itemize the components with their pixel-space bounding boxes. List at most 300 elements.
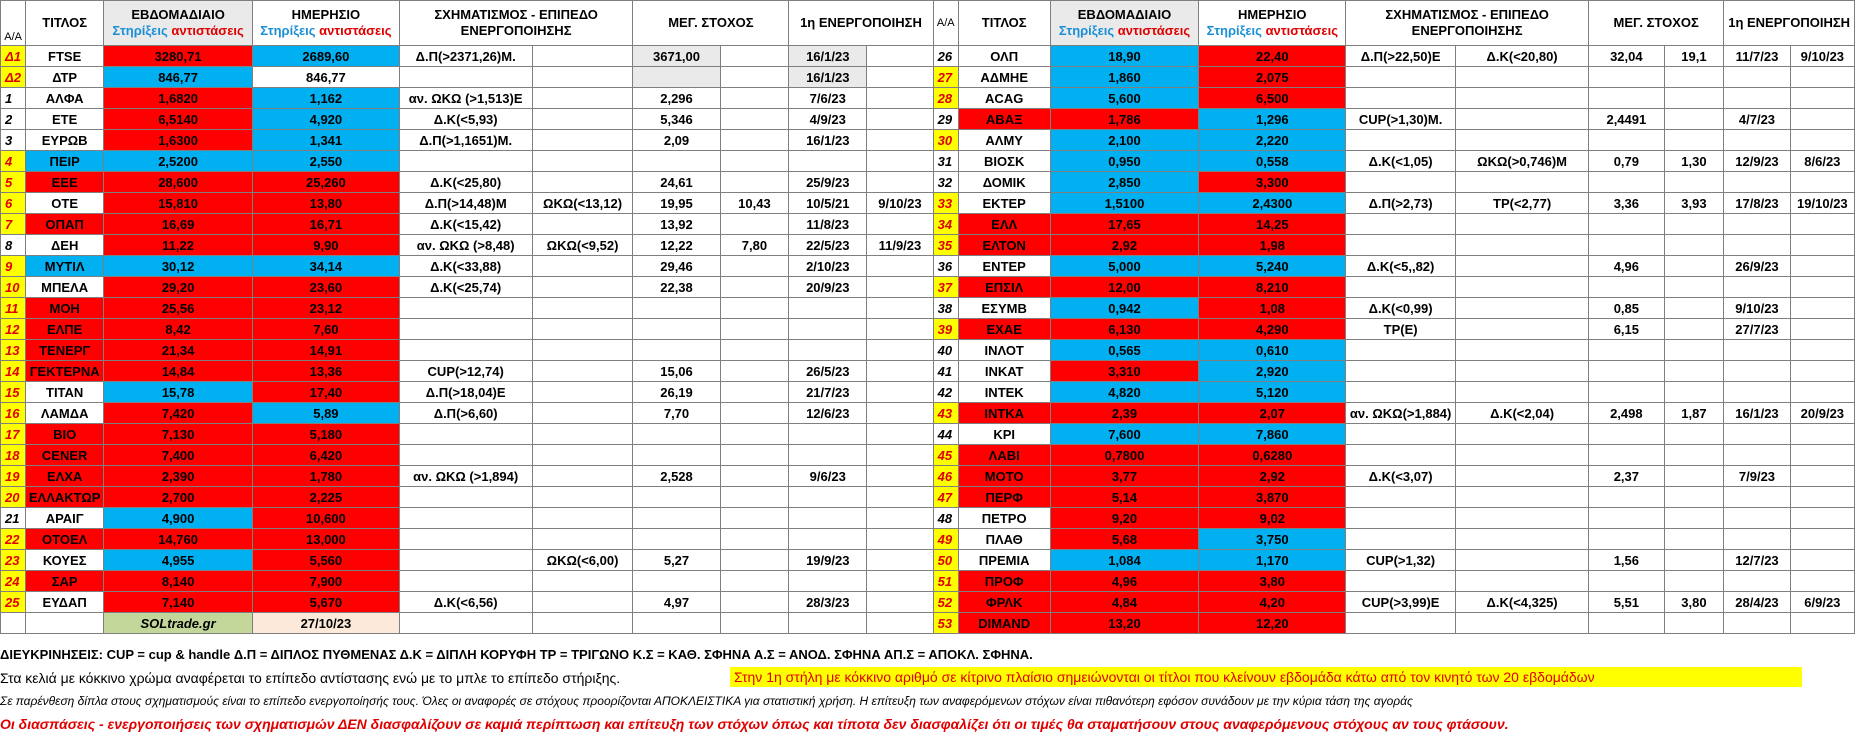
row-number: 4 [1, 151, 26, 172]
pattern-primary: ΤΡ(Ε) [1346, 319, 1456, 340]
activation-primary [1724, 529, 1790, 550]
pattern-secondary [1456, 109, 1589, 130]
row-number: 43 [933, 403, 958, 424]
row-number: 52 [933, 592, 958, 613]
row-number: 5 [1, 172, 26, 193]
activation-primary [789, 487, 867, 508]
pattern-secondary [1456, 445, 1589, 466]
target-secondary [1664, 445, 1724, 466]
target-primary: 29,46 [633, 256, 720, 277]
pattern-primary [1346, 487, 1456, 508]
header-daily-label: ΗΜΕΡΗΣΙΟ [1238, 7, 1307, 22]
pattern-secondary: ΩΚΩ(>0,746)Μ [1456, 151, 1589, 172]
table-row [1, 88, 1855, 109]
target-primary: 4,96 [1589, 256, 1665, 277]
row-number: 45 [933, 445, 958, 466]
daily-level: 13,80 [253, 193, 400, 214]
pattern-primary: Δ.Π(>14,48)Μ [399, 193, 532, 214]
row-number: Δ1 [1, 46, 26, 67]
target-secondary [720, 172, 789, 193]
pattern-secondary [532, 67, 633, 88]
activation-secondary [1790, 235, 1854, 256]
activation-primary: 21/7/23 [789, 382, 867, 403]
weekly-level: 846,77 [104, 67, 253, 88]
daily-level: 5,560 [253, 550, 400, 571]
activation-secondary [867, 214, 933, 235]
target-primary: 12,22 [633, 235, 720, 256]
header-weekly [1050, 1, 1199, 46]
target-primary: 0,85 [1589, 298, 1665, 319]
pattern-secondary [1456, 67, 1589, 88]
ticker-name: ΟΠΑΠ [26, 214, 104, 235]
target-secondary [720, 382, 789, 403]
activation-secondary [867, 256, 933, 277]
weekly-level: 7,600 [1050, 424, 1199, 445]
daily-level: 4,20 [1199, 592, 1346, 613]
target-primary [1589, 277, 1665, 298]
target-primary [1589, 613, 1665, 634]
empty-cell [720, 613, 789, 634]
target-primary [633, 424, 720, 445]
pattern-secondary [532, 151, 633, 172]
target-primary: 2,498 [1589, 403, 1665, 424]
table-row [1, 109, 1855, 130]
target-primary [1589, 424, 1665, 445]
target-primary [1589, 88, 1665, 109]
ticker-name: ΤΕΝΕΡΓ [26, 340, 104, 361]
pattern-primary: Δ.Κ(<1,05) [1346, 151, 1456, 172]
pattern-primary: Δ.Π(>2371,26)Μ. [399, 46, 532, 67]
target-secondary [720, 340, 789, 361]
target-primary: 2,296 [633, 88, 720, 109]
daily-level: 13,000 [253, 529, 400, 550]
activation-primary: 16/1/23 [789, 67, 867, 88]
activation-primary: 22/5/23 [789, 235, 867, 256]
table-row [1, 361, 1855, 382]
pattern-secondary [1456, 487, 1589, 508]
weekly-level: 4,820 [1050, 382, 1199, 403]
ticker-name: ΠΡΕΜΙΑ [958, 550, 1050, 571]
target-primary: 5,51 [1589, 592, 1665, 613]
pattern-primary [399, 298, 532, 319]
activation-secondary [867, 403, 933, 424]
table-row [1, 67, 1855, 88]
daily-level: 846,77 [253, 67, 400, 88]
row-number: Δ2 [1, 67, 26, 88]
target-primary [1589, 67, 1665, 88]
header-weekly-sub [1053, 23, 1197, 39]
daily-level: 2,075 [1199, 67, 1346, 88]
activation-secondary: 8/6/23 [1790, 151, 1854, 172]
ticker-name: ΕΛΧΑ [26, 466, 104, 487]
target-secondary [720, 67, 789, 88]
weekly-level: 7,400 [104, 445, 253, 466]
ticker-name: ΒΙΟΣΚ [958, 151, 1050, 172]
row-number: 13 [1, 340, 26, 361]
table-row [1, 193, 1855, 214]
pattern-secondary [532, 361, 633, 382]
pattern-secondary [532, 340, 633, 361]
activation-primary: 17/8/23 [1724, 193, 1790, 214]
pattern-secondary [532, 88, 633, 109]
activation-secondary [867, 172, 933, 193]
pattern-primary: Δ.Π(>2,73) [1346, 193, 1456, 214]
target-primary [633, 529, 720, 550]
row-number: 3 [1, 130, 26, 151]
pattern-primary [1346, 130, 1456, 151]
weekly-level: 2,39 [1050, 403, 1199, 424]
activation-secondary [1790, 319, 1854, 340]
daily-level: 7,900 [253, 571, 400, 592]
pattern-secondary [1456, 235, 1589, 256]
pattern-secondary [532, 214, 633, 235]
header-weekly-label: ΕΒΔΟΜΑΔΙΑΙΟ [131, 7, 225, 22]
activation-primary [789, 298, 867, 319]
supports-label: Στηρίξεις [260, 23, 316, 38]
pattern-secondary [1456, 382, 1589, 403]
target-primary: 2,09 [633, 130, 720, 151]
pattern-secondary [1456, 256, 1589, 277]
weekly-level: 2,390 [104, 466, 253, 487]
target-primary [1589, 382, 1665, 403]
target-secondary [1664, 382, 1724, 403]
header-daily-sub [1201, 23, 1343, 39]
activation-secondary [867, 529, 933, 550]
activation-secondary [867, 424, 933, 445]
pattern-primary [1346, 340, 1456, 361]
activation-secondary [867, 445, 933, 466]
activation-primary: 7/9/23 [1724, 466, 1790, 487]
activation-primary [1724, 613, 1790, 634]
header-daily-label: ΗΜΕΡΗΣΙΟ [291, 7, 361, 22]
table-row [1, 256, 1855, 277]
supports-label: Στηρίξεις [1206, 23, 1262, 38]
target-primary [633, 340, 720, 361]
daily-level: 1,780 [253, 466, 400, 487]
ticker-name: ΜΥΤΙΛ [26, 256, 104, 277]
row-number: 1 [1, 88, 26, 109]
activation-primary [789, 151, 867, 172]
target-primary [1589, 445, 1665, 466]
weekly-level: 1,860 [1050, 67, 1199, 88]
target-secondary [1664, 235, 1724, 256]
activation-secondary: 11/9/23 [867, 235, 933, 256]
row-number: 19 [1, 466, 26, 487]
row-number: 29 [933, 109, 958, 130]
pattern-primary: Δ.Κ(<0,99) [1346, 298, 1456, 319]
target-secondary [1664, 613, 1724, 634]
target-primary: 3,36 [1589, 193, 1665, 214]
pattern-primary [399, 67, 532, 88]
pattern-secondary [532, 319, 633, 340]
resistances-label: αντιστάσεις [171, 23, 244, 38]
activation-secondary [1790, 424, 1854, 445]
pattern-secondary: ΩΚΩ(<9,52) [532, 235, 633, 256]
pattern-primary [399, 487, 532, 508]
activation-secondary [1790, 298, 1854, 319]
weekly-level: 0,565 [1050, 340, 1199, 361]
weekly-level: 13,20 [1050, 613, 1199, 634]
weekly-level: 2,700 [104, 487, 253, 508]
empty-cell [1, 613, 26, 634]
pattern-secondary [1456, 613, 1589, 634]
pattern-primary: Δ.Π(>22,50)Ε [1346, 46, 1456, 67]
pattern-primary: Δ.Π(>6,60) [399, 403, 532, 424]
activation-secondary [867, 571, 933, 592]
activation-primary [1724, 487, 1790, 508]
pattern-secondary [532, 109, 633, 130]
weekly-level: 6,5140 [104, 109, 253, 130]
daily-level: 7,860 [1199, 424, 1346, 445]
pattern-secondary [1456, 172, 1589, 193]
ticker-name: ΜΟΤΟ [958, 466, 1050, 487]
activation-secondary [867, 382, 933, 403]
daily-level: 2,92 [1199, 466, 1346, 487]
target-primary [633, 298, 720, 319]
target-secondary [720, 592, 789, 613]
target-primary [1589, 571, 1665, 592]
pattern-secondary [532, 382, 633, 403]
pattern-primary: CUP(>12,74) [399, 361, 532, 382]
activation-primary [1724, 214, 1790, 235]
daily-level: 14,91 [253, 340, 400, 361]
ticker-name: ΙΝΚΑΤ [958, 361, 1050, 382]
daily-level: 2,220 [1199, 130, 1346, 151]
activation-secondary [1790, 340, 1854, 361]
activation-secondary [1790, 109, 1854, 130]
table-row [1, 403, 1855, 424]
daily-level: 1,162 [253, 88, 400, 109]
activation-secondary [867, 151, 933, 172]
activation-secondary [867, 508, 933, 529]
daily-level: 3,750 [1199, 529, 1346, 550]
activation-secondary [1790, 277, 1854, 298]
target-primary: 5,346 [633, 109, 720, 130]
pattern-secondary [532, 445, 633, 466]
pattern-primary [1346, 508, 1456, 529]
target-primary: 3671,00 [633, 46, 720, 67]
pattern-primary: αν. ΩΚΩ (>8,48) [399, 235, 532, 256]
daily-level: 0,6280 [1199, 445, 1346, 466]
pattern-primary [399, 340, 532, 361]
daily-level: 3,870 [1199, 487, 1346, 508]
pattern-primary [1346, 529, 1456, 550]
table-row [1, 298, 1855, 319]
weekly-level: 5,68 [1050, 529, 1199, 550]
target-primary: 19,95 [633, 193, 720, 214]
target-primary: 22,38 [633, 277, 720, 298]
pattern-secondary [1456, 214, 1589, 235]
target-secondary [720, 487, 789, 508]
ticker-name: ACAG [958, 88, 1050, 109]
target-secondary [1664, 88, 1724, 109]
daily-level: 4,290 [1199, 319, 1346, 340]
target-secondary [720, 571, 789, 592]
target-secondary: 3,93 [1664, 193, 1724, 214]
pattern-primary: Δ.Κ(<33,88) [399, 256, 532, 277]
activation-primary: 16/1/23 [1724, 403, 1790, 424]
activation-primary [1724, 382, 1790, 403]
supports-label: Στηρίξεις [1058, 23, 1115, 38]
ticker-name: ΑΒΑΞ [958, 109, 1050, 130]
activation-primary: 20/9/23 [789, 277, 867, 298]
row-number: 22 [1, 529, 26, 550]
table-row [1, 340, 1855, 361]
pattern-secondary [532, 466, 633, 487]
pattern-primary [399, 550, 532, 571]
row-number: 41 [933, 361, 958, 382]
activation-secondary [1790, 445, 1854, 466]
row-number: 30 [933, 130, 958, 151]
resistances-label: αντιστάσεις [319, 23, 392, 38]
activation-primary [789, 529, 867, 550]
header-weekly [104, 1, 253, 46]
target-secondary [720, 361, 789, 382]
ticker-name: ΔΟΜΙΚ [958, 172, 1050, 193]
pattern-primary [399, 151, 532, 172]
daily-level: 1,98 [1199, 235, 1346, 256]
pattern-secondary [532, 529, 633, 550]
weekly-level: 28,600 [104, 172, 253, 193]
table-body [1, 1, 1855, 634]
target-secondary: 3,80 [1664, 592, 1724, 613]
target-primary [1589, 508, 1665, 529]
target-secondary [1664, 361, 1724, 382]
target-secondary [720, 151, 789, 172]
pattern-primary: Δ.Π(>1,1651)Μ. [399, 130, 532, 151]
ticker-name: ΚΡΙ [958, 424, 1050, 445]
target-primary [1589, 130, 1665, 151]
target-secondary: 10,43 [720, 193, 789, 214]
ticker-name: ΛΑΜΔΑ [26, 403, 104, 424]
weekly-level: 8,42 [104, 319, 253, 340]
weekly-level: 4,96 [1050, 571, 1199, 592]
header-pattern: ΣΧΗΜΑΤΙΣΜΟΣ - ΕΠΙΠΕΔΟ ΕΝΕΡΓΟΠΟΙΗΣΗΣ [1346, 1, 1589, 46]
activation-primary [789, 508, 867, 529]
notes-highlight: Στην 1η στήλη με κόκκινο αριθμό σε κίτρινο πλαίσιο σημειώνονται οι τίτλοι που κλείνουν εβδομάδα κάτω από τον κινητό των 20 εβδομάδων [730, 667, 1802, 687]
daily-level: 5,120 [1199, 382, 1346, 403]
target-secondary [720, 445, 789, 466]
weekly-level: 11,22 [104, 235, 253, 256]
ticker-name: ΤΙΤΑΝ [26, 382, 104, 403]
ticker-name: ΛΑΒΙ [958, 445, 1050, 466]
activation-primary: 27/7/23 [1724, 319, 1790, 340]
row-number: 36 [933, 256, 958, 277]
activation-secondary [1790, 550, 1854, 571]
daily-level: 7,60 [253, 319, 400, 340]
table-row [1, 592, 1855, 613]
header-pattern: ΣΧΗΜΑΤΙΣΜΟΣ - ΕΠΙΠΕΔΟ ΕΝΕΡΓΟΠΟΙΗΣΗΣ [399, 1, 633, 46]
row-number: 20 [1, 487, 26, 508]
pattern-secondary [1456, 88, 1589, 109]
empty-cell [867, 613, 933, 634]
target-primary: 4,97 [633, 592, 720, 613]
target-primary [633, 67, 720, 88]
weekly-level: 18,90 [1050, 46, 1199, 67]
row-number: 31 [933, 151, 958, 172]
activation-primary [1724, 424, 1790, 445]
ticker-name: ΠΕΤΡΟ [958, 508, 1050, 529]
target-secondary [1664, 109, 1724, 130]
activation-secondary [1790, 382, 1854, 403]
target-primary: 2,528 [633, 466, 720, 487]
activation-secondary [1790, 571, 1854, 592]
activation-secondary [1790, 487, 1854, 508]
target-secondary [1664, 67, 1724, 88]
weekly-level: 1,786 [1050, 109, 1199, 130]
pattern-primary: Δ.Κ(<5,,82) [1346, 256, 1456, 277]
weekly-level: 3,310 [1050, 361, 1199, 382]
activation-primary: 12/7/23 [1724, 550, 1790, 571]
pattern-primary [1346, 88, 1456, 109]
row-number: 24 [1, 571, 26, 592]
target-secondary [720, 46, 789, 67]
pattern-primary [1346, 571, 1456, 592]
target-secondary: 7,80 [720, 235, 789, 256]
ticker-name: ΕΧΑΕ [958, 319, 1050, 340]
header-weekly-sub [106, 23, 250, 39]
ticker-name: ΕΝΤΕΡ [958, 256, 1050, 277]
ticker-name: ΒΙΟ [26, 424, 104, 445]
activation-secondary [1790, 172, 1854, 193]
ticker-name: ΠΡΟΦ [958, 571, 1050, 592]
weekly-level: 29,20 [104, 277, 253, 298]
report-date: 27/10/23 [253, 613, 400, 634]
activation-primary: 9/6/23 [789, 466, 867, 487]
row-number: 39 [933, 319, 958, 340]
ticker-name: ΠΕΡΦ [958, 487, 1050, 508]
activation-secondary [1790, 88, 1854, 109]
daily-level: 6,420 [253, 445, 400, 466]
target-secondary: 1,30 [1664, 151, 1724, 172]
daily-level: 2,4300 [1199, 193, 1346, 214]
activation-secondary [1790, 214, 1854, 235]
pattern-primary: αν. ΩΚΩ (>1,894) [399, 466, 532, 487]
header-row [1, 1, 1855, 46]
ticker-name: ΕΛΠΕ [26, 319, 104, 340]
activation-secondary [867, 361, 933, 382]
daily-level: 17,40 [253, 382, 400, 403]
ticker-name: ΙΝΤΕΚ [958, 382, 1050, 403]
row-number: 53 [933, 613, 958, 634]
weekly-level: 1,6820 [104, 88, 253, 109]
target-primary [1589, 529, 1665, 550]
target-secondary [1664, 466, 1724, 487]
ticker-name: FTSE [26, 46, 104, 67]
table-row [1, 424, 1855, 445]
target-primary: 26,19 [633, 382, 720, 403]
target-primary [633, 508, 720, 529]
target-secondary [720, 550, 789, 571]
pattern-secondary [532, 424, 633, 445]
pattern-primary [1346, 235, 1456, 256]
target-secondary [720, 298, 789, 319]
weekly-level: 7,420 [104, 403, 253, 424]
row-number: 40 [933, 340, 958, 361]
notes-legend: ΔΙΕΥΚΡΙΝΗΣΕΙΣ: CUP = cup & handle Δ.Π = ΔΙΠΛΟΣ ΠΥΘΜΕΝΑΣ Δ.Κ = ΔΙΠΛΗ ΚΟΡΥΦΗ ΤΡ = ΤΡΙΓΩΝΟ Κ.Σ = ΚΑΘ. ΣΦΗΝΑ Α.Σ = ΑΝΟΔ. ΣΦΗΝΑ ΑΠ.Σ = ΑΠΟΚΛ. ΣΦΗΝΑ. [0, 647, 1033, 662]
weekly-level: 21,34 [104, 340, 253, 361]
daily-level: 1,296 [1199, 109, 1346, 130]
row-number: 37 [933, 277, 958, 298]
row-number: 11 [1, 298, 26, 319]
target-primary: 2,37 [1589, 466, 1665, 487]
target-primary [633, 151, 720, 172]
activation-secondary: 20/9/23 [1790, 403, 1854, 424]
resistances-label: αντιστάσεις [1265, 23, 1338, 38]
pattern-primary [1346, 277, 1456, 298]
row-number: 8 [1, 235, 26, 256]
target-secondary [720, 214, 789, 235]
